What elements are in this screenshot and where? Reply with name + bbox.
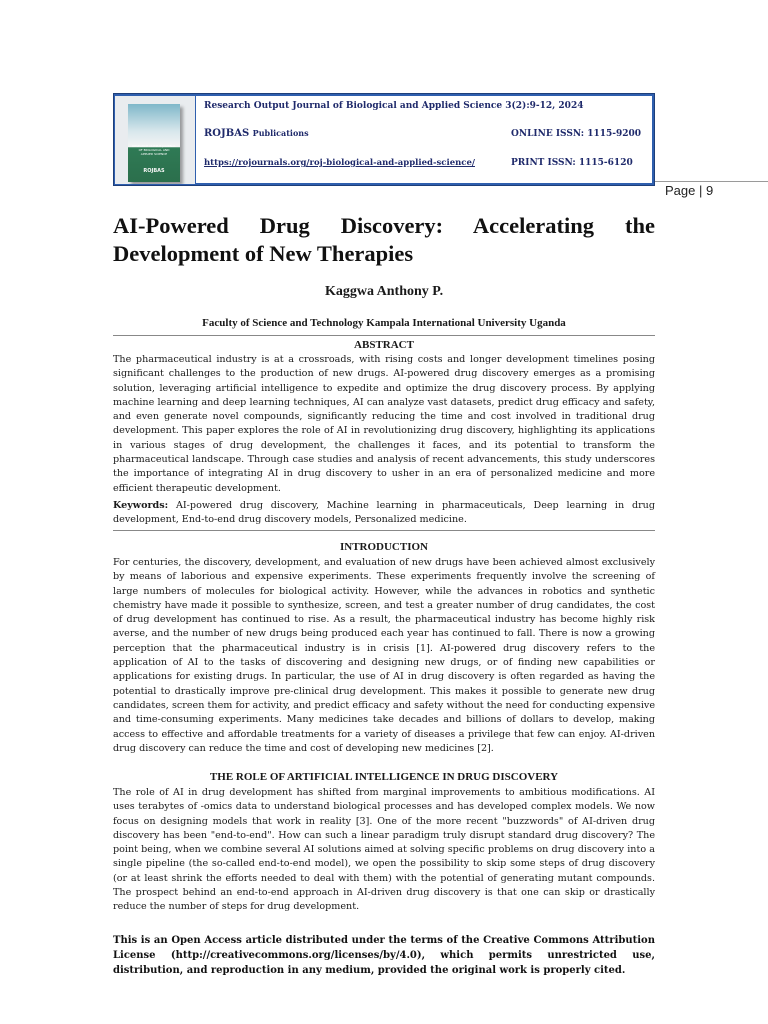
- journal-citation: Research Output Journal of Biological and Applied Science 3(2):9-12, 2024: [204, 101, 584, 111]
- divider: [113, 530, 655, 531]
- role-section-heading: THE ROLE OF ARTIFICIAL INTELLIGENCE IN DRUG DISCOVERY: [209, 771, 559, 783]
- role-section-text: The role of AI in drug development has shifted from marginal improvements to ambitious modifications. AI uses terabytes of -omics data to understand biological processes and has developed complex models. We now focus on designing models that work in reality [3]. One of the more recent "buzzwords" of AI-driven drug discovery has been "end-to-end". How can such a linear paradigm truly disrupt standard drug discovery? The point being, when we combine several AI solutions aimed at solving specific problems on drug discovery into a single pipeline (the so-called end-to-end model), we open the possibility to skip some steps of drug discovery (or at least shrink the efforts needed to deal with them) with the potential of generating mutant compounds. The prospect behind an end-to-end approach in AI-driven drug discovery is that one can skip or drastically reduce the number of steps for drug development.: [113, 787, 655, 913]
- author-affiliation: Faculty of Science and Technology Kampala International University Uganda: [202, 317, 566, 329]
- publisher-name: ROJBAS: [204, 128, 250, 139]
- abstract-text: The pharmaceutical industry is at a crossroads, with rising costs and longer development timelines posing significant challenges to the production of new drugs. AI-powered drug discovery emerges as a promising solution, leveraging artificial intelligence to expedite and optimize the drug discovery process. By applying machine learning and deep learning techniques, AI can analyze vast datasets, predict drug efficacy and safety, and even generate novel compounds, significantly reducing the time and cost involved in traditional drug development. This paper explores the role of AI in revolutionizing drug discovery, highlighting its applications in various stages of drug development, the challenges it faces, and its potential to transform the pharmaceutical landscape. Through case studies and analysis of recent advancements, this study underscores the importance of integrating AI in drug discovery to usher in an era of personalized medicine and more efficient therapeutic development.: [113, 354, 655, 494]
- book-cover-icon: [128, 104, 180, 182]
- keywords-label: Keywords:: [113, 500, 169, 511]
- abstract-heading: ABSTRACT: [354, 339, 414, 351]
- keywords: [113, 499, 655, 528]
- license-notice: This is an Open Access article distributed under the terms of the Creative Commons Attribution License (http://creativecommons.org/licenses/by/4.0), which permits unrestricted use, distribution, and reproduction in any medium, provided the original work is properly cited.: [113, 935, 655, 976]
- publisher: [204, 128, 309, 139]
- online-issn: ONLINE ISSN: 1115-9200: [511, 129, 642, 139]
- journal-url-link[interactable]: https://rojournals.org/roj-biological-and-applied-science/: [204, 158, 475, 168]
- publisher-suffix: Publications: [252, 128, 309, 138]
- introduction-text: For centuries, the discovery, development, and evaluation of new drugs have been achieved almost exclusively by means of laborious and expensive experiments. These experiments frequently involve the screening of large numbers of molecules for biological activity. However, while the advances in robotics and synthetic chemistry have made it possible to synthesize, screen, and test a greater number of drug candidates, the cost of drug development has continued to rise. As a result, the pharmaceutical industry has become highly risk averse, and the number of new drugs being produced each year has continued to fall. There is now a growing perception that the pharmaceutical industry is in crisis [1]. AI-powered drug discovery refers to the application of AI to the tasks of discovering and designing new drugs, or of finding new capabilities or applications for existing drugs. In particular, the use of AI in drug discovery is often regarded as having the potential to drastically improve pre-clinical drug development. This makes it possible to generate new drug candidates, screen them for activity, and predict efficacy and safety without the need for conducting expensive and time-consuming experiments. Many medicines take decades and billions of dollars to develop, making access to effective and affordable treatments for a variety of diseases a privilege that few can enjoy. AI-driven drug discovery can reduce the time and cost of developing new medicines [2].: [113, 557, 655, 754]
- article-author: Kaggwa Anthony P.: [324, 284, 444, 299]
- keywords-text: AI-powered drug discovery, Machine learning in pharmaceuticals, Deep learning in drug development, End-to-end drug discovery models, Personalized medicine.: [113, 500, 655, 526]
- page-number: Page | 9: [665, 183, 714, 198]
- journal-header-panel: [196, 96, 652, 183]
- cover-brand: ROJBAS: [143, 168, 165, 174]
- journal-cover-image: [115, 96, 195, 184]
- page-number-rule: [655, 181, 768, 182]
- article-title: AI-Powered Drug Discovery: Accelerating the Development of New Therapies: [113, 213, 655, 266]
- divider: [113, 335, 655, 336]
- introduction-heading: INTRODUCTION: [339, 541, 428, 553]
- cover-title: RESEARCH OUTPUT JOURNAL OF BIOLOGICAL AND APPLIED SCIENCE: [132, 144, 176, 156]
- print-issn: PRINT ISSN: 1115-6120: [511, 158, 633, 168]
